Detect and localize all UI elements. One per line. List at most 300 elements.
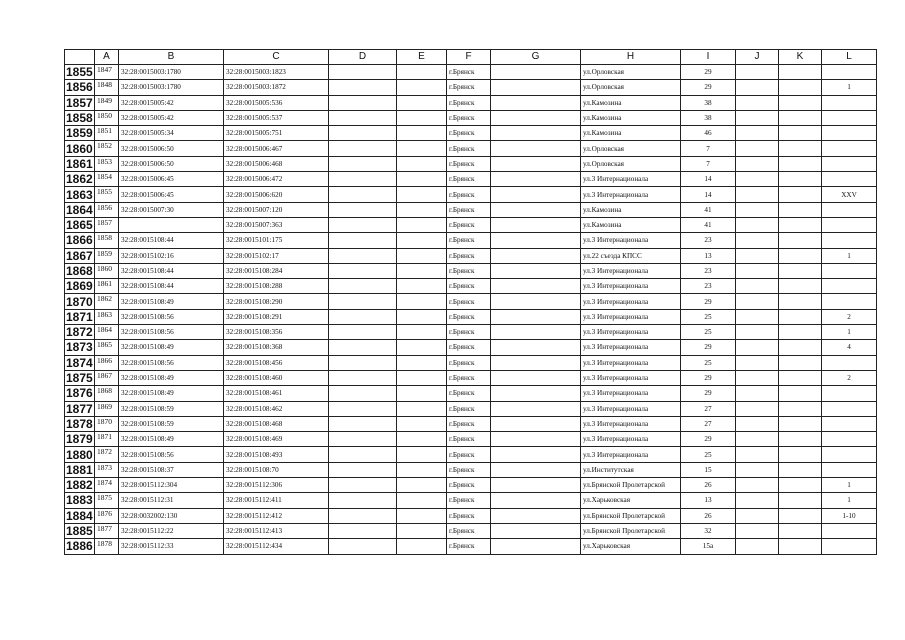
cell-e[interactable] [397,401,447,416]
cell-g[interactable] [491,172,581,187]
cell-i[interactable]: 23 [681,279,736,294]
cell-l[interactable]: XXV [822,187,877,202]
cell-i[interactable]: 29 [681,80,736,95]
cell-l[interactable] [822,447,877,462]
cell-a[interactable]: 1847 [95,65,119,80]
cell-l[interactable] [822,462,877,477]
cell-d[interactable] [329,539,397,554]
cell-d[interactable] [329,493,397,508]
cell-e[interactable] [397,309,447,324]
cell-f[interactable]: г.Брянск [447,539,491,554]
cell-l[interactable] [822,233,877,248]
cell-h[interactable]: ул.3 Интернационала [581,279,681,294]
cell-j[interactable] [736,340,779,355]
cell-g[interactable] [491,294,581,309]
row-number[interactable]: 1877 [66,401,93,416]
cell-g[interactable] [491,539,581,554]
cell-c[interactable]: 32:28:0015005:536 [224,95,329,110]
cell-e[interactable] [397,523,447,538]
cell-c[interactable]: 32:28:0015005:537 [224,110,329,125]
cell-a[interactable]: 1868 [95,386,119,401]
cell-j[interactable] [736,539,779,554]
cell-i[interactable]: 25 [681,309,736,324]
cell-e[interactable] [397,217,447,232]
cell-a[interactable]: 1863 [95,309,119,324]
row-number[interactable]: 1860 [66,141,93,156]
cell-g[interactable] [491,202,581,217]
cell-b[interactable]: 32:28:0015102:16 [119,248,224,263]
cell-j[interactable] [736,202,779,217]
cell-k[interactable] [779,355,822,370]
cell-k[interactable] [779,432,822,447]
cell-b[interactable]: 32:28:0015108:49 [119,386,224,401]
cell-g[interactable] [491,432,581,447]
cell-l[interactable] [822,416,877,431]
cell-k[interactable] [779,340,822,355]
cell-d[interactable] [329,110,397,125]
cell-b[interactable]: 32:28:0015108:56 [119,447,224,462]
cell-i[interactable]: 7 [681,141,736,156]
cell-g[interactable] [491,401,581,416]
cell-i[interactable]: 26 [681,478,736,493]
cell-j[interactable] [736,110,779,125]
cell-c[interactable]: 32:28:0015112:413 [224,523,329,538]
cell-e[interactable] [397,325,447,340]
cell-d[interactable] [329,355,397,370]
cell-a[interactable]: 1871 [95,432,119,447]
cell-h[interactable]: ул.Камозина [581,126,681,141]
cell-k[interactable] [779,126,822,141]
cell-d[interactable] [329,187,397,202]
cell-e[interactable] [397,248,447,263]
cell-h[interactable]: ул.Камозина [581,95,681,110]
cell-i[interactable]: 15а [681,539,736,554]
cell-l[interactable] [822,523,877,538]
row-number[interactable]: 1874 [66,355,93,370]
cell-i[interactable]: 25 [681,325,736,340]
cell-c[interactable]: 32:28:0015003:1872 [224,80,329,95]
cell-a[interactable]: 1855 [95,187,119,202]
cell-e[interactable] [397,462,447,477]
cell-d[interactable] [329,340,397,355]
cell-k[interactable] [779,370,822,385]
cell-k[interactable] [779,80,822,95]
cell-f[interactable]: г.Брянск [447,233,491,248]
cell-b[interactable]: 32:28:0015108:56 [119,325,224,340]
cell-h[interactable]: ул.Харьковская [581,493,681,508]
cell-k[interactable] [779,523,822,538]
cell-g[interactable] [491,462,581,477]
cell-a[interactable]: 1857 [95,217,119,232]
cell-h[interactable]: ул.3 Интернационала [581,340,681,355]
cell-l[interactable] [822,141,877,156]
cell-g[interactable] [491,141,581,156]
cell-g[interactable] [491,416,581,431]
cell-j[interactable] [736,156,779,171]
cell-i[interactable]: 23 [681,263,736,278]
cell-k[interactable] [779,309,822,324]
cell-b[interactable]: 32:28:0015006:45 [119,172,224,187]
cell-j[interactable] [736,462,779,477]
cell-b[interactable]: 32:28:0015006:50 [119,156,224,171]
cell-a[interactable]: 1866 [95,355,119,370]
cell-j[interactable] [736,416,779,431]
column-header-d[interactable]: D [329,50,397,65]
cell-c[interactable]: 32:28:0015003:1823 [224,65,329,80]
cell-i[interactable]: 25 [681,447,736,462]
cell-d[interactable] [329,156,397,171]
cell-f[interactable]: г.Брянск [447,294,491,309]
cell-j[interactable] [736,447,779,462]
cell-g[interactable] [491,386,581,401]
cell-g[interactable] [491,80,581,95]
cell-a[interactable]: 1861 [95,279,119,294]
cell-f[interactable]: г.Брянск [447,187,491,202]
cell-b[interactable]: 32:28:0015112:33 [119,539,224,554]
cell-b[interactable] [119,217,224,232]
cell-g[interactable] [491,340,581,355]
row-number[interactable]: 1886 [66,539,93,554]
cell-h[interactable]: ул.Орловская [581,65,681,80]
cell-l[interactable] [822,126,877,141]
cell-l[interactable] [822,432,877,447]
row-number[interactable]: 1863 [66,187,93,202]
cell-d[interactable] [329,462,397,477]
cell-i[interactable]: 29 [681,294,736,309]
corner-cell[interactable] [65,50,95,65]
cell-d[interactable] [329,80,397,95]
cell-g[interactable] [491,325,581,340]
cell-g[interactable] [491,279,581,294]
cell-j[interactable] [736,65,779,80]
cell-j[interactable] [736,478,779,493]
row-number[interactable]: 1883 [66,493,93,508]
cell-i[interactable]: 41 [681,217,736,232]
cell-e[interactable] [397,447,447,462]
cell-h[interactable]: ул.3 Интернационала [581,386,681,401]
cell-a[interactable]: 1858 [95,233,119,248]
cell-f[interactable]: г.Брянск [447,416,491,431]
cell-b[interactable]: 32:28:0015108:44 [119,233,224,248]
cell-c[interactable]: 32:28:0015108:462 [224,401,329,416]
cell-k[interactable] [779,110,822,125]
cell-b[interactable]: 32:28:0015108:59 [119,416,224,431]
cell-c[interactable]: 32:28:0015112:411 [224,493,329,508]
cell-d[interactable] [329,172,397,187]
row-number[interactable]: 1885 [66,524,93,539]
cell-a[interactable]: 1878 [95,539,119,554]
cell-k[interactable] [779,539,822,554]
cell-a[interactable]: 1850 [95,110,119,125]
cell-j[interactable] [736,248,779,263]
cell-l[interactable] [822,172,877,187]
cell-k[interactable] [779,141,822,156]
cell-j[interactable] [736,141,779,156]
cell-d[interactable] [329,126,397,141]
row-number[interactable]: 1859 [66,126,93,141]
row-number[interactable]: 1862 [66,172,93,187]
cell-b[interactable]: 32:28:0015108:44 [119,279,224,294]
cell-e[interactable] [397,294,447,309]
cell-c[interactable]: 32:28:0015108:291 [224,309,329,324]
row-number[interactable]: 1867 [66,248,93,263]
row-number[interactable]: 1882 [66,478,93,493]
cell-l[interactable]: 1-10 [822,508,877,523]
cell-j[interactable] [736,523,779,538]
cell-d[interactable] [329,508,397,523]
column-header-i[interactable]: I [681,50,736,65]
cell-l[interactable] [822,386,877,401]
cell-c[interactable]: 32:28:0015006:467 [224,141,329,156]
row-number[interactable]: 1875 [66,371,93,386]
cell-h[interactable]: ул.3 Интернационала [581,294,681,309]
cell-j[interactable] [736,80,779,95]
cell-j[interactable] [736,508,779,523]
cell-g[interactable] [491,110,581,125]
cell-l[interactable] [822,294,877,309]
cell-h[interactable]: ул.3 Интернационала [581,401,681,416]
cell-k[interactable] [779,263,822,278]
cell-e[interactable] [397,370,447,385]
cell-j[interactable] [736,355,779,370]
cell-b[interactable]: 32:28:0015108:59 [119,401,224,416]
cell-i[interactable]: 38 [681,110,736,125]
cell-k[interactable] [779,386,822,401]
cell-a[interactable]: 1869 [95,401,119,416]
cell-f[interactable]: г.Брянск [447,340,491,355]
row-number[interactable]: 1881 [66,462,93,477]
cell-i[interactable]: 15 [681,462,736,477]
cell-l[interactable] [822,65,877,80]
cell-d[interactable] [329,233,397,248]
cell-d[interactable] [329,202,397,217]
cell-a[interactable]: 1860 [95,263,119,278]
column-header-e[interactable]: E [397,50,447,65]
cell-k[interactable] [779,447,822,462]
cell-i[interactable]: 25 [681,355,736,370]
cell-g[interactable] [491,65,581,80]
cell-g[interactable] [491,508,581,523]
cell-b[interactable]: 32:28:0015108:49 [119,294,224,309]
cell-l[interactable]: 1 [822,248,877,263]
cell-c[interactable]: 32:28:0015108:368 [224,340,329,355]
cell-c[interactable]: 32:28:0015108:456 [224,355,329,370]
cell-b[interactable]: 32:28:0015108:49 [119,370,224,385]
cell-e[interactable] [397,355,447,370]
cell-l[interactable]: 1 [822,478,877,493]
cell-e[interactable] [397,126,447,141]
cell-l[interactable] [822,217,877,232]
cell-f[interactable]: г.Брянск [447,141,491,156]
cell-f[interactable]: г.Брянск [447,432,491,447]
cell-l[interactable]: 2 [822,370,877,385]
cell-e[interactable] [397,141,447,156]
cell-f[interactable]: г.Брянск [447,110,491,125]
cell-c[interactable]: 32:28:0015006:620 [224,187,329,202]
cell-a[interactable]: 1874 [95,478,119,493]
cell-g[interactable] [491,355,581,370]
cell-k[interactable] [779,202,822,217]
cell-d[interactable] [329,401,397,416]
cell-l[interactable] [822,156,877,171]
cell-c[interactable]: 32:28:0015108:468 [224,416,329,431]
cell-h[interactable]: ул.Брянской Пролетарской [581,523,681,538]
cell-d[interactable] [329,386,397,401]
cell-f[interactable]: г.Брянск [447,523,491,538]
cell-i[interactable]: 29 [681,386,736,401]
cell-i[interactable]: 29 [681,432,736,447]
cell-k[interactable] [779,493,822,508]
cell-e[interactable] [397,432,447,447]
column-header-k[interactable]: K [779,50,822,65]
cell-f[interactable]: г.Брянск [447,386,491,401]
cell-i[interactable]: 29 [681,340,736,355]
cell-i[interactable]: 38 [681,95,736,110]
cell-l[interactable] [822,539,877,554]
cell-b[interactable]: 32:28:0015108:56 [119,309,224,324]
cell-h[interactable]: ул.3 Интернационала [581,325,681,340]
cell-k[interactable] [779,217,822,232]
cell-l[interactable] [822,355,877,370]
row-number[interactable]: 1884 [66,508,93,523]
column-header-j[interactable]: J [736,50,779,65]
cell-e[interactable] [397,95,447,110]
cell-j[interactable] [736,217,779,232]
cell-g[interactable] [491,187,581,202]
cell-b[interactable]: 32:28:0015108:49 [119,340,224,355]
cell-f[interactable]: г.Брянск [447,309,491,324]
cell-a[interactable]: 1876 [95,508,119,523]
cell-g[interactable] [491,370,581,385]
cell-b[interactable]: 32:28:0015003:1780 [119,65,224,80]
cell-l[interactable]: 4 [822,340,877,355]
cell-c[interactable]: 32:28:0015007:363 [224,217,329,232]
cell-d[interactable] [329,65,397,80]
cell-f[interactable]: г.Брянск [447,401,491,416]
cell-k[interactable] [779,187,822,202]
row-number[interactable]: 1872 [66,325,93,340]
cell-c[interactable]: 32:28:0015108:356 [224,325,329,340]
cell-j[interactable] [736,126,779,141]
cell-f[interactable]: г.Брянск [447,447,491,462]
cell-e[interactable] [397,187,447,202]
cell-d[interactable] [329,523,397,538]
cell-h[interactable]: ул.Орловская [581,156,681,171]
cell-k[interactable] [779,172,822,187]
cell-i[interactable]: 27 [681,401,736,416]
cell-i[interactable]: 13 [681,248,736,263]
cell-l[interactable]: 1 [822,493,877,508]
cell-j[interactable] [736,95,779,110]
cell-l[interactable]: 2 [822,309,877,324]
cell-a[interactable]: 1862 [95,294,119,309]
cell-h[interactable]: ул.3 Интернационала [581,309,681,324]
column-header-l[interactable]: L [822,50,877,65]
cell-h[interactable]: ул.Камозина [581,202,681,217]
cell-g[interactable] [491,263,581,278]
cell-e[interactable] [397,156,447,171]
column-header-f[interactable]: F [447,50,491,65]
cell-f[interactable]: г.Брянск [447,508,491,523]
cell-g[interactable] [491,478,581,493]
cell-b[interactable]: 32:28:0015108:49 [119,432,224,447]
cell-f[interactable]: г.Брянск [447,202,491,217]
cell-f[interactable]: г.Брянск [447,156,491,171]
cell-f[interactable]: г.Брянск [447,325,491,340]
cell-i[interactable]: 27 [681,416,736,431]
cell-k[interactable] [779,416,822,431]
cell-g[interactable] [491,233,581,248]
cell-l[interactable] [822,263,877,278]
cell-j[interactable] [736,233,779,248]
cell-b[interactable]: 32:28:0015006:50 [119,141,224,156]
cell-e[interactable] [397,386,447,401]
cell-e[interactable] [397,340,447,355]
cell-h[interactable]: ул.3 Интернационала [581,263,681,278]
cell-j[interactable] [736,370,779,385]
row-number[interactable]: 1878 [66,416,93,431]
cell-f[interactable]: г.Брянск [447,80,491,95]
cell-f[interactable]: г.Брянск [447,263,491,278]
cell-g[interactable] [491,126,581,141]
cell-d[interactable] [329,309,397,324]
cell-b[interactable]: 32:28:0015003:1780 [119,80,224,95]
cell-i[interactable]: 29 [681,65,736,80]
cell-j[interactable] [736,432,779,447]
cell-f[interactable]: г.Брянск [447,217,491,232]
cell-c[interactable]: 32:28:0015108:469 [224,432,329,447]
cell-b[interactable]: 32:28:0015005:34 [119,126,224,141]
cell-h[interactable]: ул.22 съезда КПСС [581,248,681,263]
cell-a[interactable]: 1875 [95,493,119,508]
cell-a[interactable]: 1877 [95,523,119,538]
row-number[interactable]: 1865 [66,218,93,233]
cell-k[interactable] [779,95,822,110]
row-number[interactable]: 1876 [66,386,93,401]
cell-h[interactable]: ул.Орловская [581,80,681,95]
row-number[interactable]: 1855 [66,65,93,80]
cell-k[interactable] [779,462,822,477]
cell-a[interactable]: 1852 [95,141,119,156]
cell-f[interactable]: г.Брянск [447,65,491,80]
cell-h[interactable]: ул.3 Интернационала [581,233,681,248]
cell-h[interactable]: ул.Институтская [581,462,681,477]
column-header-a[interactable]: A [95,50,119,65]
cell-c[interactable]: 32:28:0015007:120 [224,202,329,217]
cell-c[interactable]: 32:28:0015108:290 [224,294,329,309]
cell-e[interactable] [397,80,447,95]
cell-e[interactable] [397,202,447,217]
cell-b[interactable]: 32:28:0015112:304 [119,478,224,493]
cell-f[interactable]: г.Брянск [447,248,491,263]
cell-f[interactable]: г.Брянск [447,493,491,508]
cell-b[interactable]: 32:28:0015005:42 [119,110,224,125]
cell-g[interactable] [491,493,581,508]
cell-b[interactable]: 32:28:0015108:44 [119,263,224,278]
cell-g[interactable] [491,523,581,538]
cell-k[interactable] [779,65,822,80]
cell-g[interactable] [491,447,581,462]
cell-i[interactable]: 46 [681,126,736,141]
column-header-g[interactable]: G [491,50,581,65]
column-header-b[interactable]: B [119,50,224,65]
cell-e[interactable] [397,65,447,80]
row-number[interactable]: 1873 [66,340,93,355]
cell-g[interactable] [491,95,581,110]
cell-a[interactable]: 1864 [95,325,119,340]
cell-e[interactable] [397,233,447,248]
cell-e[interactable] [397,493,447,508]
